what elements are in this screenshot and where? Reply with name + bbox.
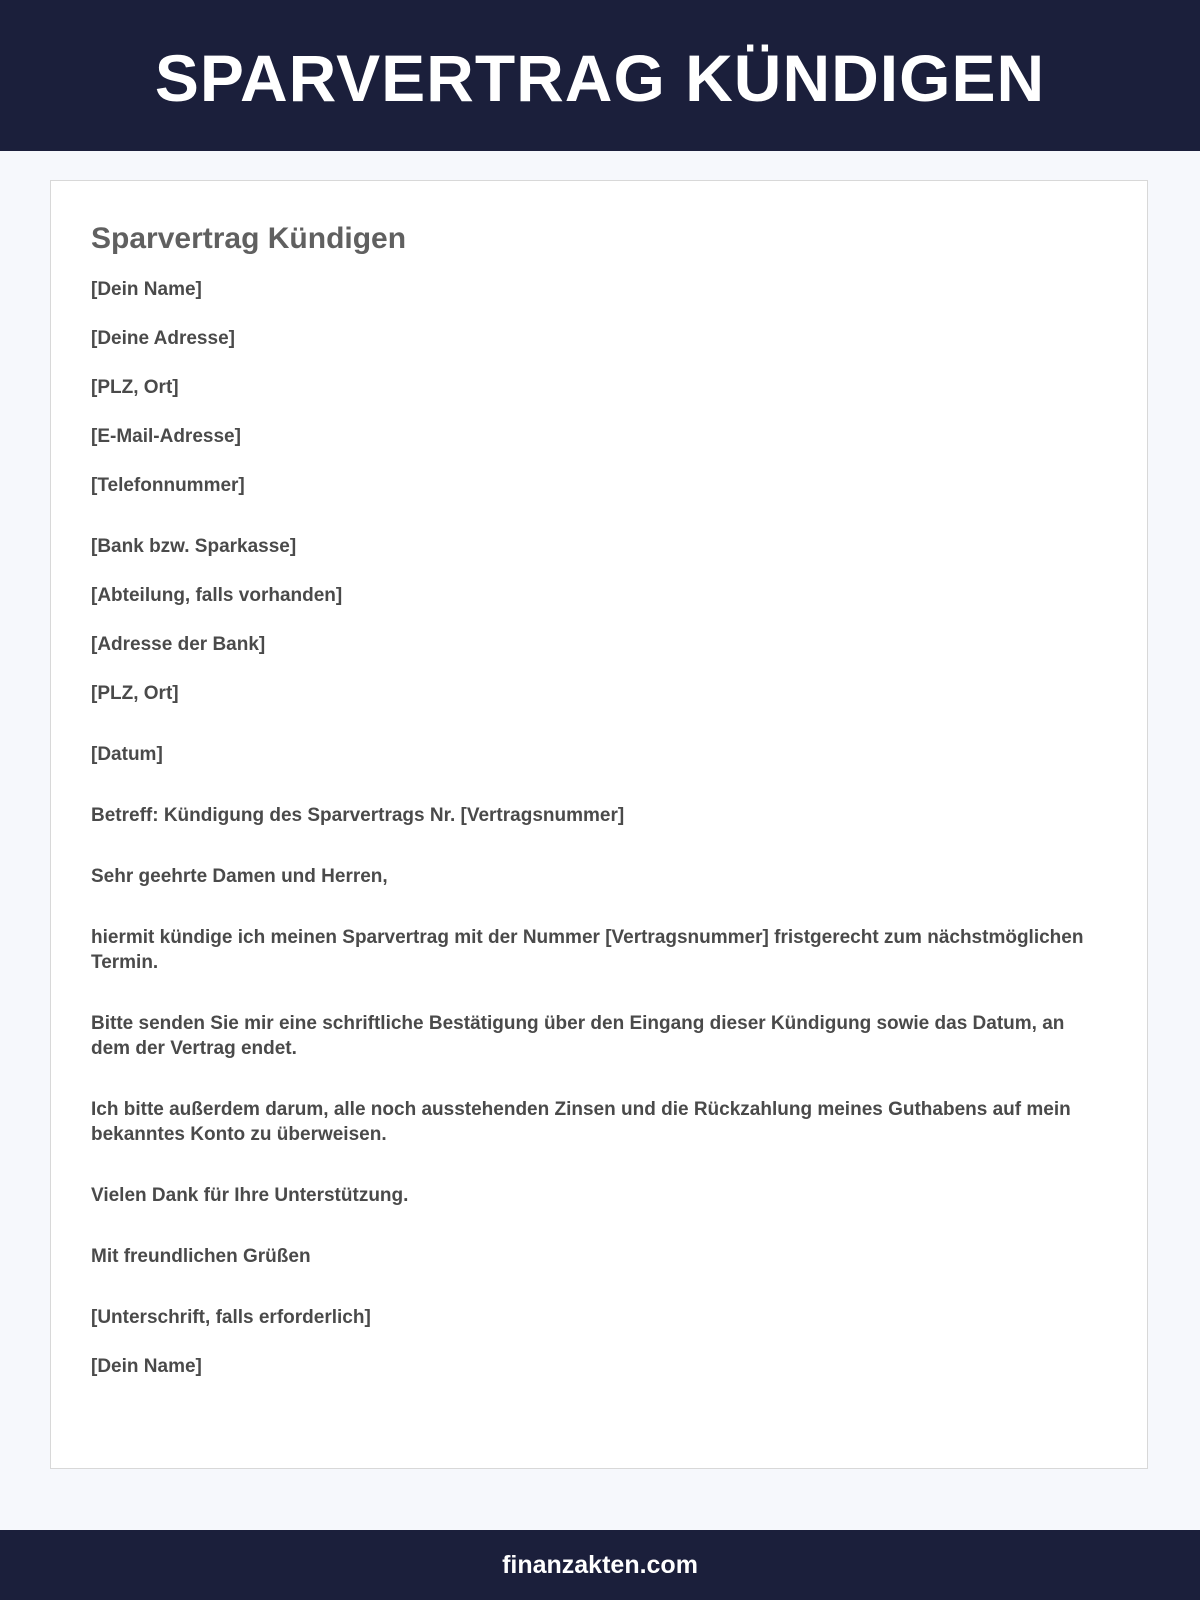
recipient-bank: [Bank bzw. Sparkasse]: [91, 536, 297, 557]
letter-subject: Betreff: Kündigung des Sparvertrags Nr. [Vertragsnummer]: [91, 805, 625, 826]
page-footer: [0, 1530, 1200, 1600]
letter-paragraph-1: hiermit kündige ich meinen Sparvertrag mit der Nummer [Vertragsnummer] fristgerecht zum nächstmöglichen Termin.: [91, 927, 1084, 973]
letter-card: [50, 180, 1148, 1469]
recipient-department: [Abteilung, falls vorhanden]: [91, 585, 343, 606]
page-title: SPARVERTRAG KÜNDIGEN: [154, 40, 1046, 115]
sender-name: [Dein Name]: [91, 279, 202, 300]
sender-phone: [Telefonnummer]: [91, 475, 245, 496]
footer-site-name: finanzakten.com: [502, 1550, 698, 1579]
recipient-address: [Adresse der Bank]: [91, 634, 266, 655]
recipient-city: [PLZ, Ort]: [91, 683, 179, 704]
letter-thanks: Vielen Dank für Ihre Unterstützung.: [91, 1185, 409, 1206]
letter-closing: Mit freundlichen Grüßen: [91, 1246, 311, 1267]
letter-paragraph-2: Bitte senden Sie mir eine schriftliche Bestätigung über den Eingang dieser Kündigung sowie das Datum, an dem der Vertrag endet.: [91, 1013, 1065, 1059]
letter-title: Sparvertrag Kündigen: [91, 222, 407, 255]
letter-salutation: Sehr geehrte Damen und Herren,: [91, 866, 388, 887]
letter-date: [Datum]: [91, 744, 163, 765]
sender-city: [PLZ, Ort]: [91, 377, 179, 398]
letter-paragraph-3: Ich bitte außerdem darum, alle noch ausstehenden Zinsen und die Rückzahlung meines Guthabens auf mein bekanntes Konto zu überweisen.: [91, 1099, 1071, 1145]
page-header: [0, 0, 1200, 151]
sender-address: [Deine Adresse]: [91, 328, 235, 349]
letter-signature-name: [Dein Name]: [91, 1356, 202, 1377]
letter-signature: [Unterschrift, falls erforderlich]: [91, 1307, 371, 1328]
sender-email: [E-Mail-Adresse]: [91, 426, 241, 447]
